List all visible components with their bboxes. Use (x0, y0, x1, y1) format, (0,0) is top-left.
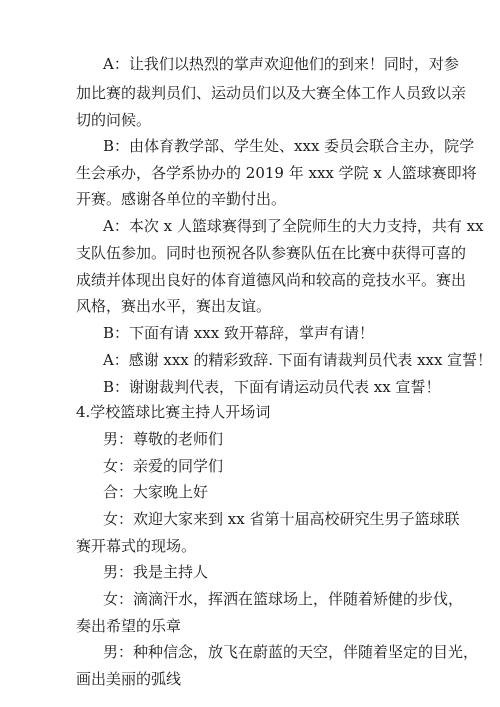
text-line: 开赛。感谢各单位的辛勤付出。 (76, 190, 287, 208)
text-line: 成绩并体现出良好的体育道德风尚和较高的竞技水平。赛出 (76, 270, 467, 289)
text-line: A：本次 x 人篮球赛得到了全院师生的大力支持，共有 xx (103, 217, 484, 236)
text-line: B：谢谢裁判代表，下面有请运动员代表 xx 宣誓！ (103, 377, 441, 396)
text-line: 男：我是主持人 (103, 563, 209, 582)
text-line: 合：大家晚上好 (103, 483, 209, 502)
section-heading: 4.学校篮球比赛主持人开场词 (76, 403, 271, 422)
text-line: 女：亲爱的同学们 (103, 456, 224, 475)
text-line: 生会承办，各学系协办的 2019 年 xxx 学院 x 人篮球赛即将 (76, 164, 477, 183)
text-line: 女：欢迎大家来到 xx 省第十届高校研究生男子篮球联 (103, 510, 460, 528)
text-line: B：由体育教学部、学生处、xxx 委员会联合主办，院学 (103, 137, 475, 156)
text-line: 加比赛的裁判员们、运动员们以及大赛全体工作人员致以亲 (76, 84, 467, 103)
text-line: A：感谢 xxx 的精彩致辞. 下面有请裁判员代表 xxx 宣誓！ (103, 350, 493, 369)
text-line: 女：滴滴汗水，挥洒在篮球场上，伴随着矫健的步伐， (103, 590, 464, 608)
text-line: 男：种种信念，放飞在蔚蓝的天空，伴随着坚定的目光， (103, 643, 479, 662)
text-line: 男：尊敬的老师们 (103, 430, 224, 448)
text-line: 奏出希望的乐章 (76, 616, 182, 635)
text-line: 风格，赛出水平，赛出友谊。 (76, 297, 272, 316)
text-line: B：下面有请 xxx 致开幕辞，掌声有请！ (103, 324, 374, 343)
text-line: 支队伍参加。同时也预祝各队参赛队伍在比赛中获得可喜的 (76, 244, 467, 263)
text-line: A：让我们以热烈的掌声欢迎他们的到来！同时，对参 (103, 55, 459, 73)
text-line: 画出美丽的弧线 (76, 670, 182, 688)
text-line: 切的问候。 (76, 110, 152, 129)
text-line: 赛开幕式的现场。 (76, 536, 197, 555)
